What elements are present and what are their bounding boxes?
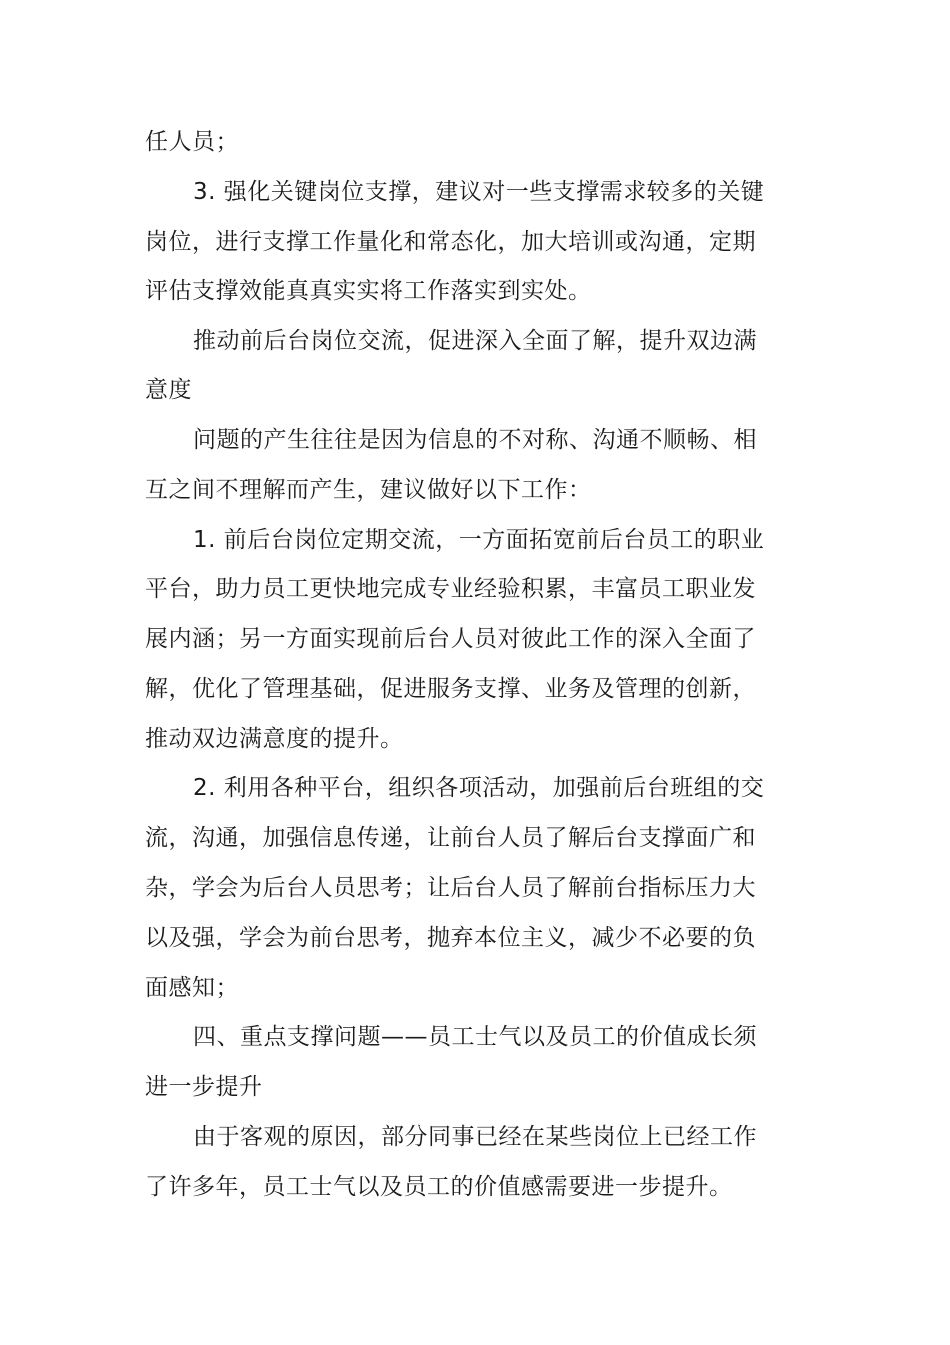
text-line: 评估支撑效能真真实实将工作落实到实处。 [145,278,592,304]
text-line: 推动双边满意度的提升。 [145,726,404,752]
text-line: 四、重点支撑问题——员工士气以及员工的价值成长须 [193,1024,757,1050]
text-line: 流，沟通，加强信息传递，让前台人员了解后台支撑面广和 [145,825,756,851]
text-line: 展内涵；另一方面实现前后台人员对彼此工作的深入全面了 [145,626,756,652]
text-line: 解，优化了管理基础，促进服务支撑、业务及管理的创新， [145,676,756,702]
text-line: 1. 前后台岗位定期交流，一方面拓宽前后台员工的职业 [193,527,765,553]
text-line: 2. 利用各种平台，组织各项活动，加强前后台班组的交 [193,775,765,801]
text-line: 问题的产生往往是因为信息的不对称、沟通不顺畅、相 [193,427,757,453]
text-line: 平台，助力员工更快地完成专业经验积累，丰富员工职业发 [145,576,756,602]
text-line: 面感知； [145,975,239,1001]
text-line: 进一步提升 [145,1074,263,1100]
text-line: 了许多年，员工士气以及员工的价值感需要进一步提升。 [145,1174,733,1200]
text-line: 岗位，进行支撑工作量化和常态化，加大培训或沟通，定期 [145,229,756,255]
text-line: 以及强，学会为前台思考，抛弃本位主义，减少不必要的负 [145,925,756,951]
text-line: 由于客观的原因，部分同事已经在某些岗位上已经工作 [193,1124,757,1150]
text-line: 意度 [145,377,192,403]
text-line: 推动前后台岗位交流，促进深入全面了解，提升双边满 [193,328,757,354]
text-line: 互之间不理解而产生，建议做好以下工作： [145,477,592,503]
text-line: 杂，学会为后台人员思考；让后台人员了解前台指标压力大 [145,875,756,901]
text-line: 任人员； [145,129,239,155]
text-line: 3. 强化关键岗位支撑，建议对一些支撑需求较多的关键 [193,179,765,205]
